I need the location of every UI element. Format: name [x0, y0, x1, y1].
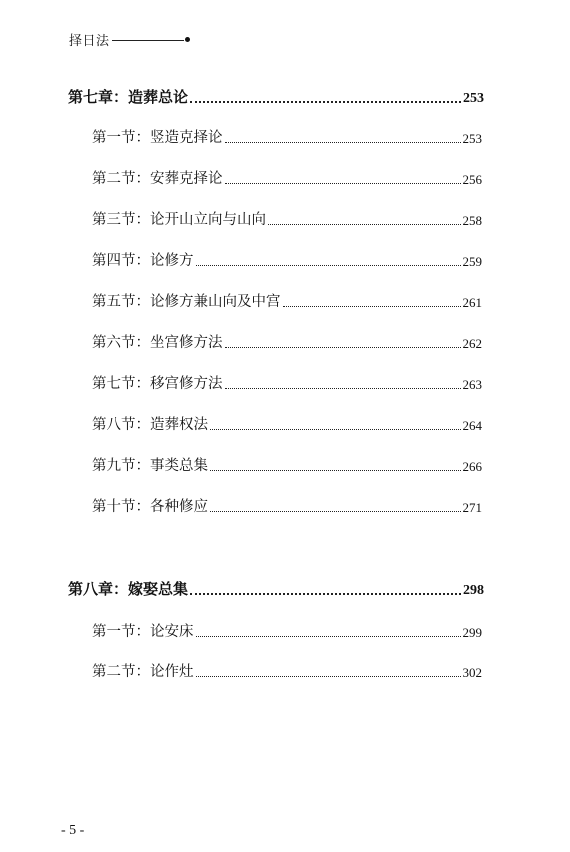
chapter-title: 第七章：造葬总论 — [68, 88, 189, 106]
toc-chapter-7[interactable] — [68, 86, 484, 107]
section-page-number: 302 — [462, 665, 482, 680]
dot-leader — [190, 592, 461, 595]
section-title: 第一节：论安床 — [92, 624, 194, 640]
section-page-number: 259 — [462, 254, 482, 269]
section-title: 第六节：坐宫修方法 — [92, 335, 223, 351]
section-title: 第二节：论作灶 — [92, 664, 194, 680]
section-title: 第一节：竖造克择论 — [92, 130, 223, 146]
section-title: 第八节：造葬权法 — [92, 417, 208, 433]
dot-leader — [196, 675, 461, 677]
section-page-number: 263 — [462, 377, 482, 392]
dot-leader — [196, 264, 461, 266]
page-number-footer: - 5 - — [61, 823, 85, 838]
section-page-number: 264 — [462, 418, 482, 433]
toc-section[interactable] — [92, 620, 482, 641]
section-title: 第二节：安葬克择论 — [92, 171, 223, 187]
dot-leader — [225, 346, 461, 348]
chapter-title: 第八章：嫁娶总集 — [68, 580, 189, 598]
dot-leader — [268, 223, 461, 225]
dot-leader — [225, 182, 461, 184]
section-title: 第十节：各种修应 — [92, 499, 208, 515]
dot-leader — [196, 635, 461, 637]
toc-chapter-8[interactable] — [68, 578, 484, 599]
chapter-page-number: 298 — [463, 583, 484, 598]
section-page-number: 299 — [462, 625, 482, 640]
toc-section[interactable] — [92, 495, 482, 516]
dot-leader — [190, 100, 461, 103]
header-rule — [112, 40, 184, 41]
dot-leader — [210, 469, 461, 471]
section-title: 第三节：论开山立向与山向 — [92, 212, 266, 228]
toc-section[interactable] — [92, 331, 482, 352]
dot-leader — [210, 510, 461, 512]
toc-section[interactable] — [92, 413, 482, 434]
section-page-number: 261 — [462, 295, 482, 310]
toc-section[interactable] — [92, 167, 482, 188]
section-page-number: 258 — [462, 213, 482, 228]
dot-leader — [283, 305, 461, 307]
header-dot — [185, 37, 190, 42]
toc-section[interactable] — [92, 249, 482, 270]
section-page-number: 256 — [462, 172, 482, 187]
running-header — [69, 30, 190, 49]
toc-section[interactable] — [92, 372, 482, 393]
section-title: 第五节：论修方兼山向及中宫 — [92, 294, 281, 310]
section-page-number: 271 — [462, 500, 482, 515]
section-page-number: 266 — [462, 459, 482, 474]
section-title: 第七节：移宫修方法 — [92, 376, 223, 392]
section-page-number: 253 — [462, 131, 482, 146]
toc-section[interactable] — [92, 660, 482, 681]
toc-section[interactable] — [92, 208, 482, 229]
toc-section[interactable] — [92, 290, 482, 311]
chapter-page-number: 253 — [463, 91, 484, 106]
dot-leader — [225, 141, 461, 143]
section-title: 第九节：事类总集 — [92, 458, 208, 474]
dot-leader — [210, 428, 461, 430]
toc-section[interactable] — [92, 454, 482, 475]
toc-section[interactable] — [92, 126, 482, 147]
section-page-number: 262 — [462, 336, 482, 351]
section-title: 第四节：论修方 — [92, 253, 194, 269]
header-title: 择日法 — [69, 34, 110, 49]
dot-leader — [225, 387, 461, 389]
